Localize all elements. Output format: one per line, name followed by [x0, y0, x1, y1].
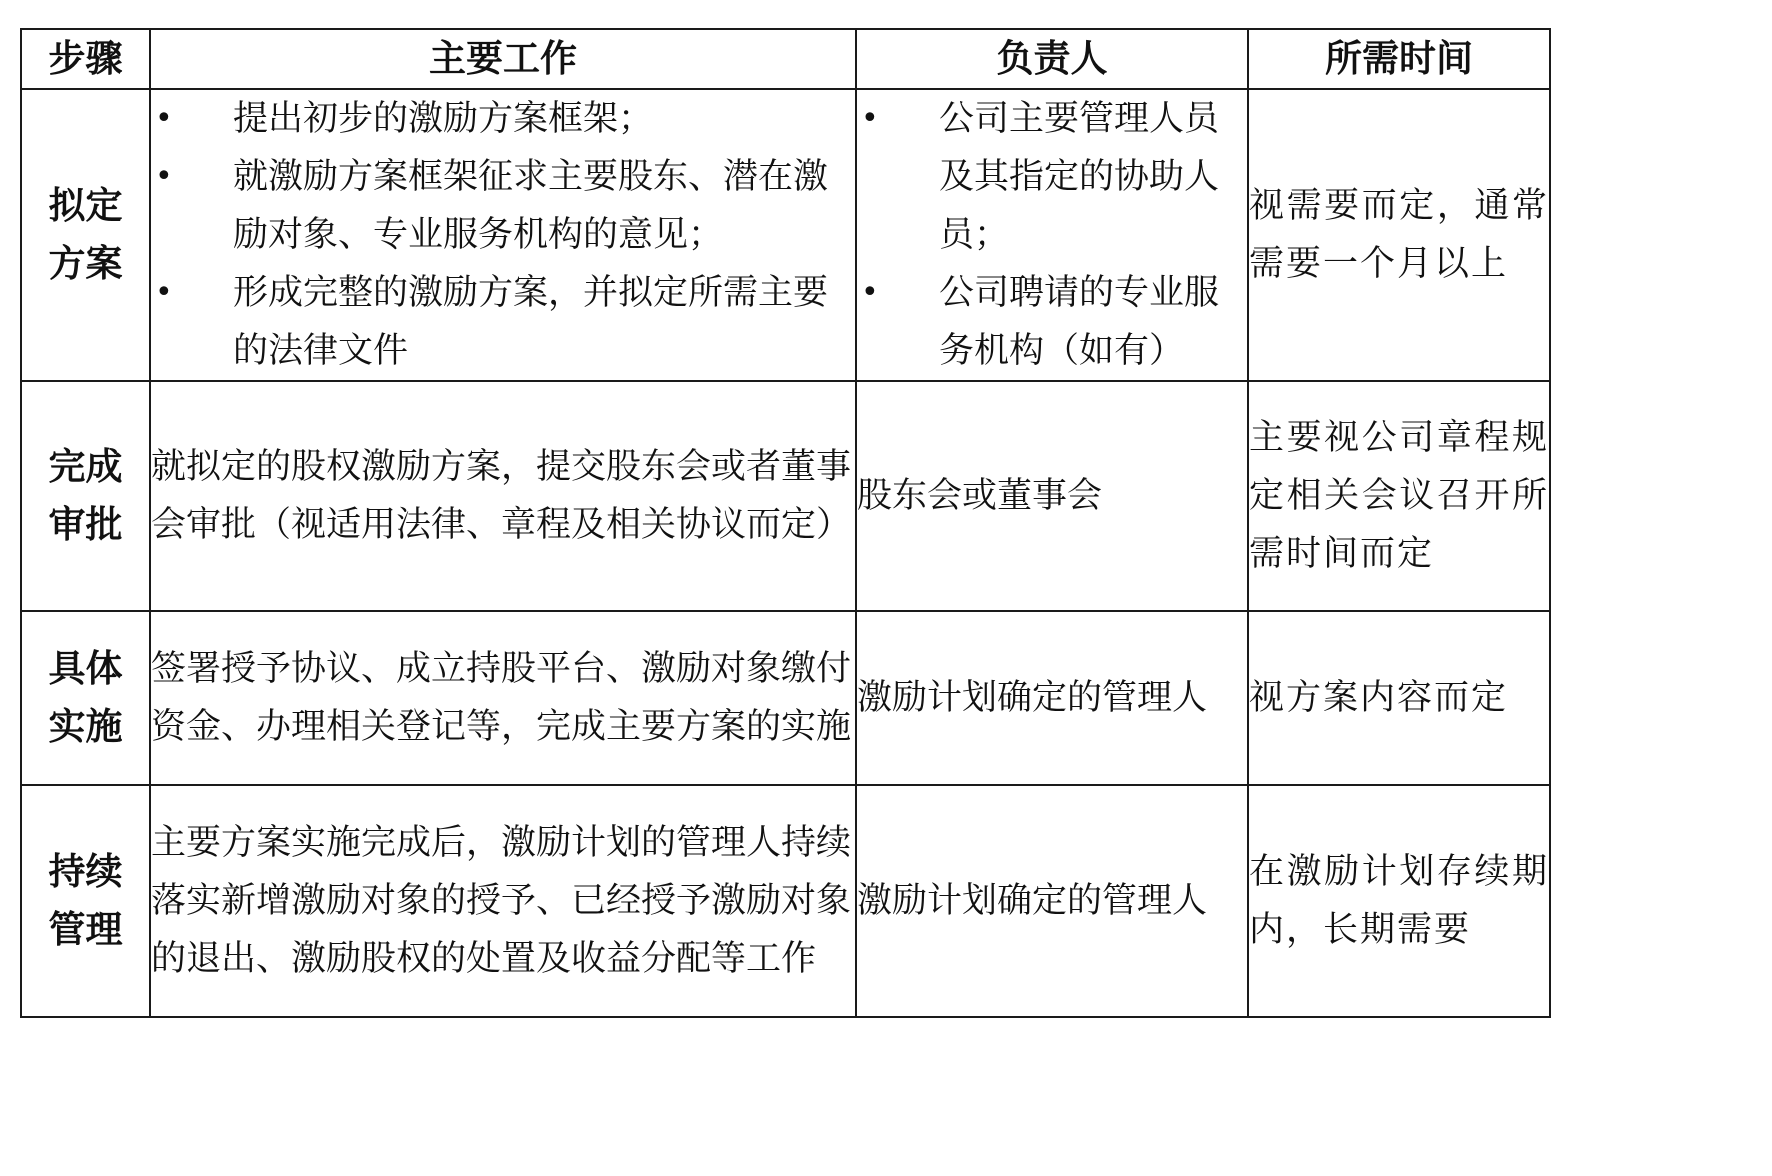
table-row [21, 785, 1550, 1017]
step-label: 实施 [48, 705, 123, 748]
list-item: • 公司主要管理人员及其指定的协助人员； [857, 90, 1247, 264]
bullet-icon: • [155, 159, 173, 194]
step-label: 持续 [48, 850, 123, 893]
table-row [21, 89, 1550, 381]
bullet-icon: • [861, 101, 879, 136]
work-cell: 签署授予协议、成立持股平台、激励对象缴付资金、办理相关登记等，完成主要方案的实施 [150, 611, 856, 785]
time-cell: 在激励计划存续期内，长期需要 [1248, 785, 1550, 1017]
step-label: 管理 [48, 908, 123, 951]
owner-cell: 激励计划确定的管理人 [856, 611, 1248, 785]
step-cell [21, 611, 150, 785]
time-cell: 主要视公司章程规定相关会议召开所需时间而定 [1248, 381, 1550, 611]
work-cell [150, 89, 856, 381]
list-item: • 公司聘请的专业服务机构（如有） [857, 264, 1247, 380]
header-work: 主要工作 [150, 29, 856, 89]
bullet-icon: • [861, 275, 879, 310]
owner-cell: 激励计划确定的管理人 [856, 785, 1248, 1017]
step-cell [21, 785, 150, 1017]
process-table [20, 28, 1551, 1018]
work-cell: 就拟定的股权激励方案，提交股东会或者董事会审批（视适用法律、章程及相关协议而定） [150, 381, 856, 611]
step-label: 方案 [48, 242, 123, 285]
header-owner: 负责人 [856, 29, 1248, 89]
bullet-icon: • [155, 101, 173, 136]
table-row [21, 611, 1550, 785]
owner-list [857, 90, 1247, 380]
list-item: • 形成完整的激励方案，并拟定所需主要的法律文件 [151, 264, 855, 380]
table-row [21, 381, 1550, 611]
step-label: 完成 [48, 445, 123, 488]
step-label: 具体 [48, 647, 123, 690]
bullet-icon: • [155, 275, 173, 310]
time-cell: 视方案内容而定 [1248, 611, 1550, 785]
step-cell [21, 89, 150, 381]
work-list [151, 90, 855, 380]
work-cell: 主要方案实施完成后，激励计划的管理人持续落实新增激励对象的授予、已经授予激励对象的退出、激励股权的处置及收益分配等工作 [150, 785, 856, 1017]
step-label: 审批 [48, 503, 123, 546]
step-cell [21, 381, 150, 611]
time-cell: 视需要而定，通常需要一个月以上 [1248, 89, 1550, 381]
list-item: • 就激励方案框架征求主要股东、潜在激励对象、专业服务机构的意见； [151, 148, 855, 264]
header-time: 所需时间 [1248, 29, 1550, 89]
step-label: 拟定 [48, 184, 123, 227]
header-row [21, 29, 1550, 89]
header-step: 步骤 [21, 29, 150, 89]
list-item: • 提出初步的激励方案框架； [151, 90, 855, 148]
owner-cell [856, 89, 1248, 381]
owner-cell: 股东会或董事会 [856, 381, 1248, 611]
